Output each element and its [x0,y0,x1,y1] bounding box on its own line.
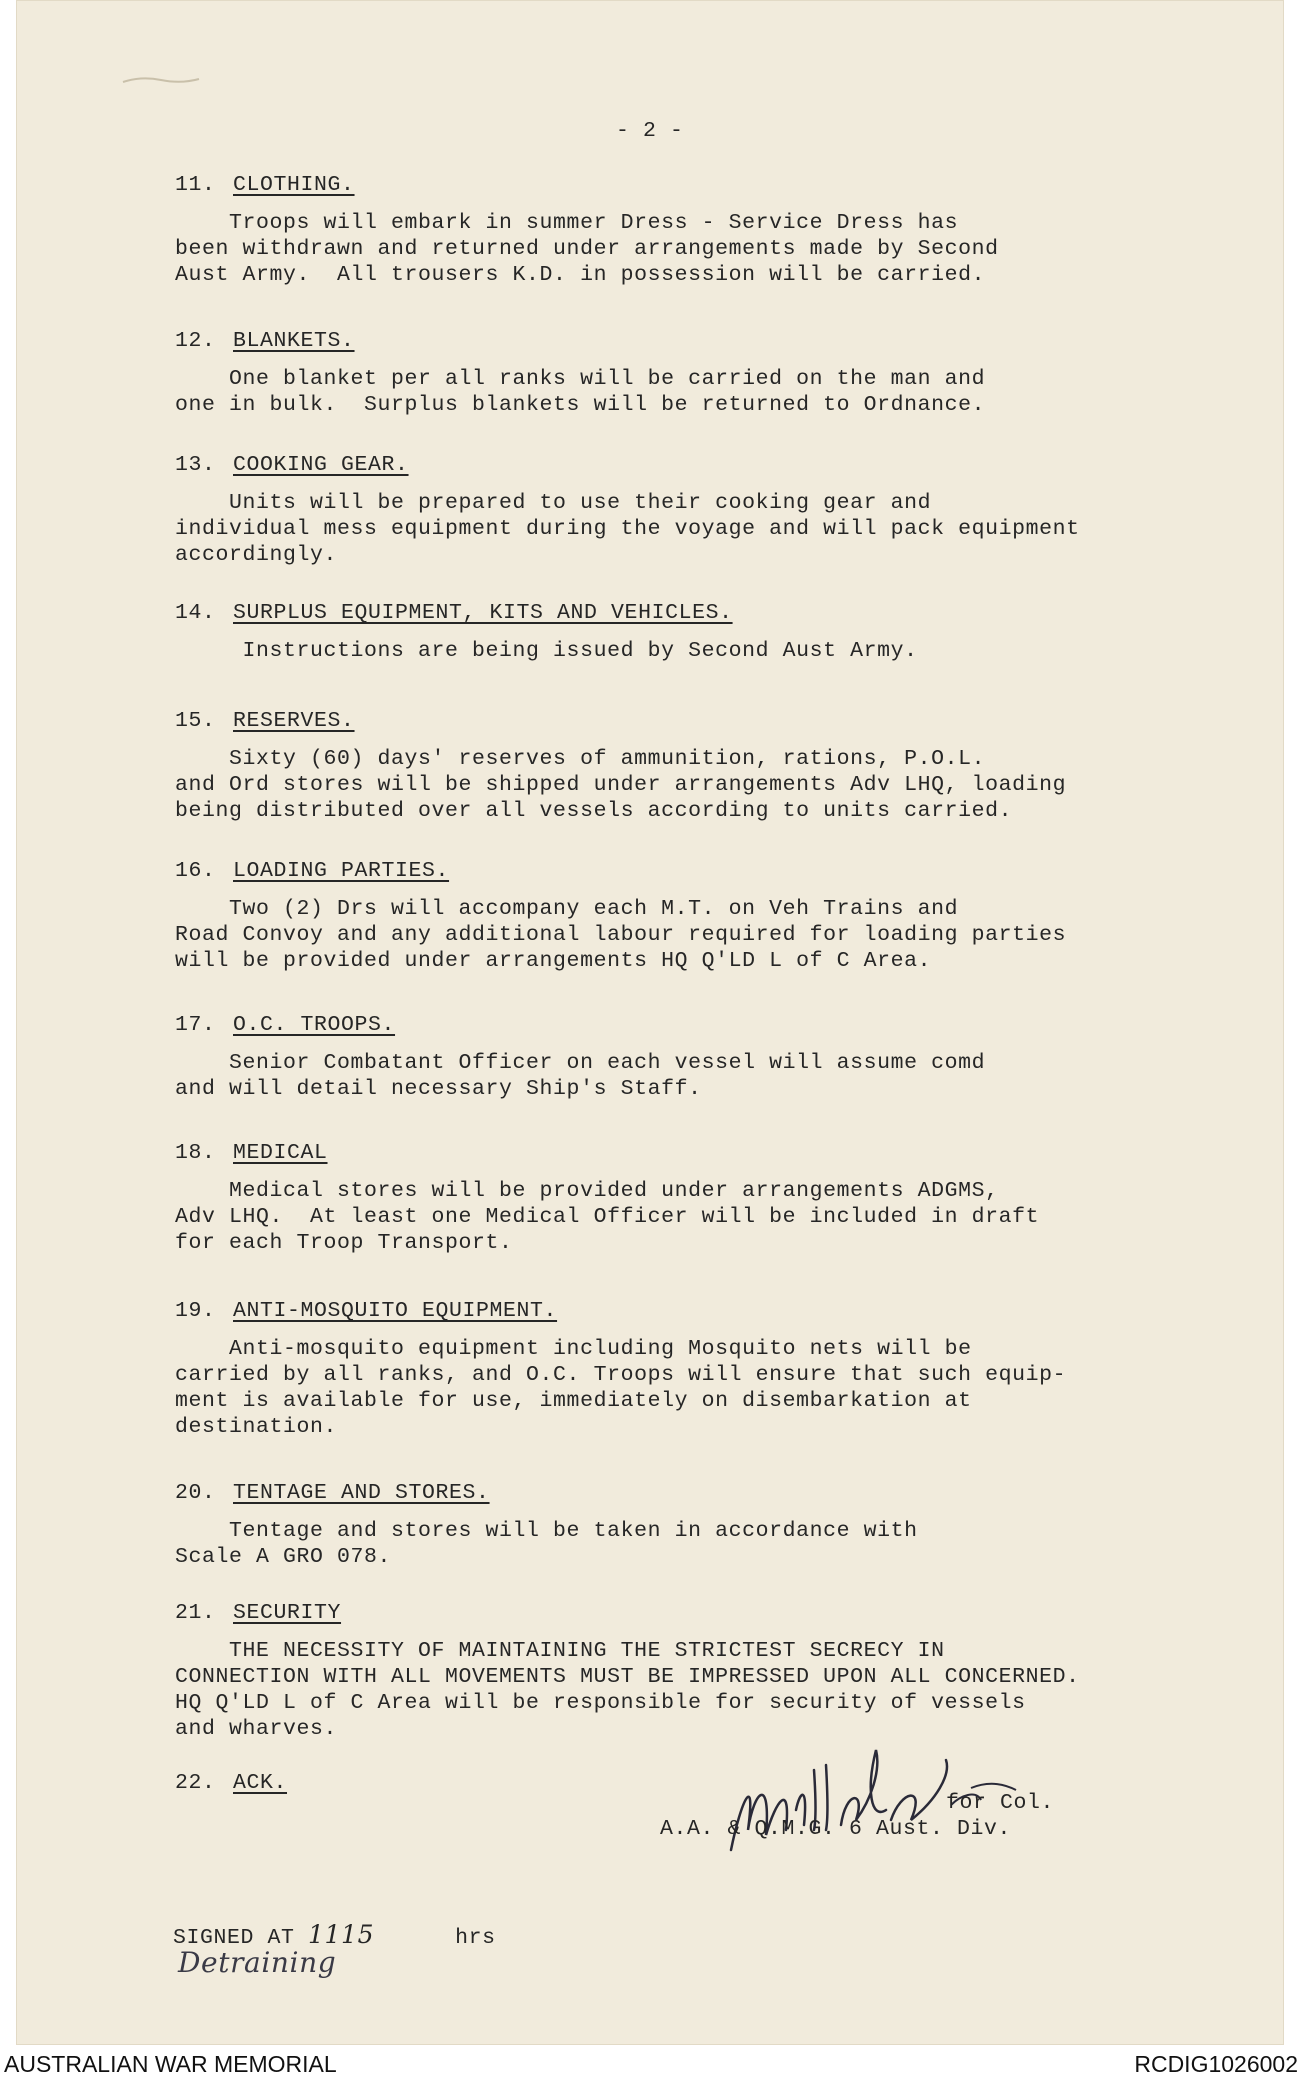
typed-order [16,0,1284,2045]
section-text-line: Road Convoy and any additional labour required for loading parties [175,923,1067,947]
section-number: 16. [175,859,216,883]
section-number: 20. [175,1481,216,1505]
section-title: MEDICAL [233,1141,328,1165]
section-title: O.C. TROOPS. [233,1013,396,1037]
section-heading [175,452,1235,478]
section-text-line: and will detail necessary Ship's Staff. [175,1077,702,1101]
section-number: 11. [175,173,216,197]
section-text-line: Medical stores will be provided under arrangements ADGMS, [175,1179,999,1203]
detraining-note: Detraining [178,1946,337,1979]
section-11 [175,172,1235,288]
section-title: ANTI-MOSQUITO EQUIPMENT. [233,1299,558,1323]
section-text-line: destination. [175,1415,338,1439]
section-21 [175,1600,1235,1742]
for-col: for Col. [946,1791,1055,1815]
section-text-line: for each Troop Transport. [175,1231,513,1255]
section-text-line: Instructions are being issued by Second Aust Army. [175,639,918,663]
section-text-line: and Ord stores will be shipped under arrangements Adv LHQ, loading [175,773,1067,797]
section-heading [175,1012,1235,1038]
section-number: 17. [175,1013,216,1037]
signatory-title: A.A. & Q.M.G. 6 Aust. Div. [660,1817,1012,1841]
section-text-line: been withdrawn and returned under arrangements made by Second [175,237,999,261]
section-title: RESERVES. [233,709,355,733]
section-heading [175,858,1235,884]
section-13 [175,452,1235,568]
section-text-line: Anti-mosquito equipment including Mosquito nets will be [175,1337,972,1361]
document-page [16,0,1284,2045]
footer-record-id: RCDIG1026002 [1134,2051,1298,2077]
section-18 [175,1140,1235,1256]
section-number: 15. [175,709,216,733]
section-title: ACK. [233,1771,288,1795]
section-title: BLANKETS. [233,329,355,353]
section-title: TENTAGE AND STORES. [233,1481,490,1505]
section-text-line: accordingly. [175,543,338,567]
section-14 [175,600,1235,664]
section-15 [175,708,1235,824]
section-20 [175,1480,1235,1570]
section-text-line: and wharves. [175,1717,338,1741]
page-number: - 2 - [616,119,684,143]
section-heading [175,1480,1235,1506]
section-title: CLOTHING. [233,173,355,197]
footer-archive-name: AUSTRALIAN WAR MEMORIAL [4,2051,337,2077]
section-heading [175,1140,1235,1166]
section-text-line: will be provided under arrangements HQ Q'LD L of C Area. [175,949,932,973]
section-16 [175,858,1235,974]
section-text-line: Units will be prepared to use their cooking gear and [175,491,932,515]
section-text-line: Troops will embark in summer Dress - Service Dress has [175,211,959,235]
section-text-line: ment is available for use, immediately on disembarkation at [175,1389,972,1413]
section-number: 21. [175,1601,216,1625]
section-number: 19. [175,1299,216,1323]
section-text-line: One blanket per all ranks will be carried on the man and [175,367,986,391]
signed-unit: hrs [455,1926,496,1950]
section-text-line: Sixty (60) days' reserves of ammunition, rations, P.O.L. [175,747,986,771]
section-heading [175,328,1235,354]
section-heading [175,708,1235,734]
section-heading [175,172,1235,198]
section-text-line: Scale A GRO 078. [175,1545,392,1569]
section-text-line: Tentage and stores will be taken in accordance with [175,1519,918,1543]
section-number: 18. [175,1141,216,1165]
section-text-line: HQ Q'LD L of C Area will be responsible for security of vessels [175,1691,1026,1715]
section-17 [175,1012,1235,1102]
section-number: 22. [175,1771,216,1795]
section-text-line: Senior Combatant Officer on each vessel will assume comd [175,1051,986,1075]
section-12 [175,328,1235,418]
section-heading [175,1600,1235,1626]
section-heading [175,600,1235,626]
section-19 [175,1298,1235,1440]
section-text-line: Two (2) Drs will accompany each M.T. on Veh Trains and [175,897,959,921]
section-text-line: individual mess equipment during the voyage and will pack equipment [175,517,1080,541]
section-number: 12. [175,329,216,353]
section-text-line: Aust Army. All trousers K.D. in possession will be carried. [175,263,986,287]
signed-time: 1115 [308,1920,375,1949]
section-title: COOKING GEAR. [233,453,409,477]
section-text-line: one in bulk. Surplus blankets will be returned to Ordnance. [175,393,986,417]
section-text-line: CONNECTION WITH ALL MOVEMENTS MUST BE IMPRESSED UPON ALL CONCERNED. [175,1665,1080,1689]
section-title: LOADING PARTIES. [233,859,450,883]
section-text-line: carried by all ranks, and O.C. Troops will ensure that such equip- [175,1363,1067,1387]
section-title: SECURITY [233,1601,342,1625]
section-number: 13. [175,453,216,477]
section-number: 14. [175,601,216,625]
section-text-line: THE NECESSITY OF MAINTAINING THE STRICTEST SECRECY IN [175,1639,945,1663]
section-title: SURPLUS EQUIPMENT, KITS AND VEHICLES. [233,601,733,625]
signed-at-label: SIGNED AT [173,1926,295,1950]
section-heading [175,1298,1235,1324]
section-text-line: Adv LHQ. At least one Medical Officer will be included in draft [175,1205,1040,1229]
section-text-line: being distributed over all vessels according to units carried. [175,799,1013,823]
